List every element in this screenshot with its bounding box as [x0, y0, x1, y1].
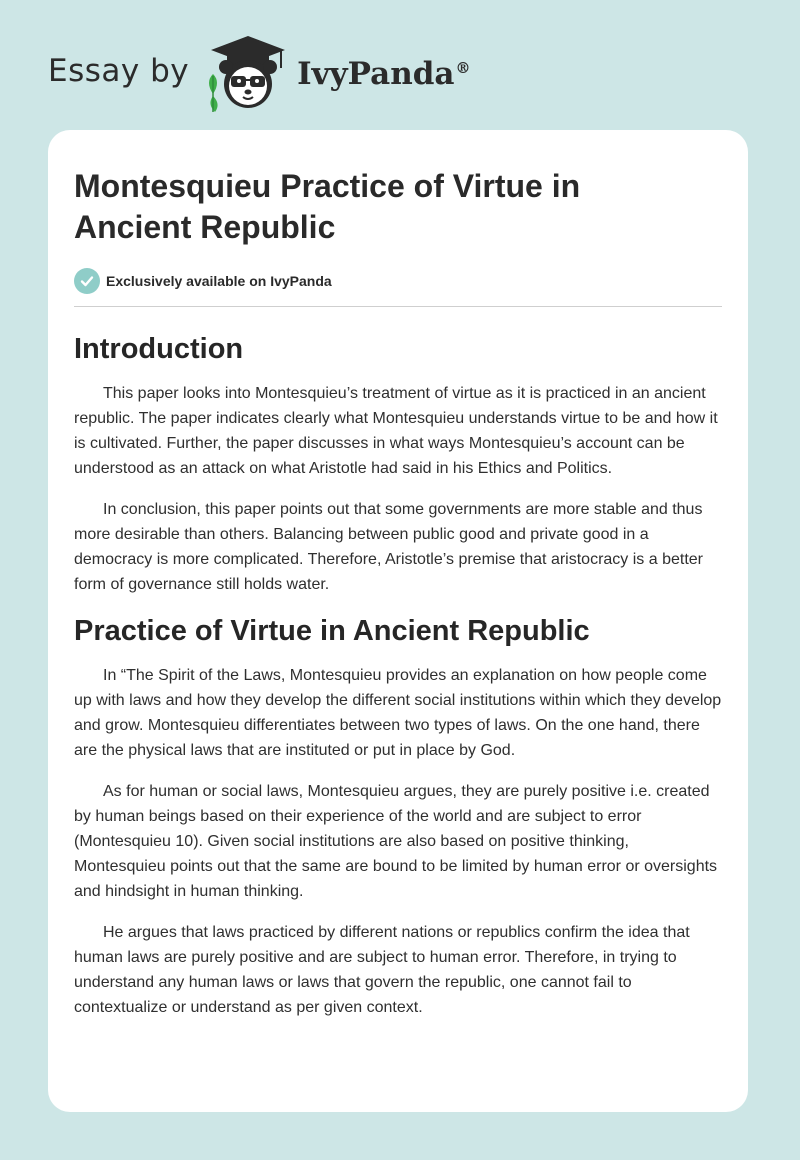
page-title: Montesquieu Practice of Virtue in Ancient Republic: [74, 168, 581, 245]
exclusive-badge: [74, 268, 722, 294]
section-heading: Practice of Virtue in Ancient Republic: [74, 615, 590, 647]
divider: [74, 306, 722, 307]
paragraph: In conclusion, this paper points out that some governments are more stable and thus more desirable than others. Balancing between public good and private good in a democracy is more complicated. Therefore, Aristotle’s premise that aristocracy is a better form of governance still holds water.: [74, 501, 703, 593]
paragraph: He argues that laws practiced by different nations or republics confirm the idea that human laws are purely positive and are subject to human error. Therefore, in trying to understand any human laws or laws that govern the republic, one cannot fail to contextualize or understand as per given context.: [74, 924, 690, 1016]
section-heading: Introduction: [74, 333, 244, 365]
brand-prefix: Essay by: [48, 53, 190, 89]
brand-name: IvyPanda®: [297, 56, 471, 92]
section-introduction: [74, 331, 722, 597]
paragraph: As for human or social laws, Montesquieu argues, they are purely positive i.e. created by human beings based on their experience of the world and are subject to error (Montesquieu 10). Given social institutions are also based on positive thinking, Montesquieu points out that the same are bound to be limited by human error or oversights and hindsight in human thinking.: [74, 783, 718, 900]
essay-card: [48, 130, 748, 1112]
panda-logo-icon: [203, 34, 293, 114]
paragraph: This paper looks into Montesquieu’s treatment of virtue as it is practiced in an ancient republic. The paper indicates clearly what Montesquieu understands virtue to be and how it is cultivated. Further, the paper discusses in what ways Montesquieu’s account can be understood as an attack on what Aristotle had said in his Ethics and Politics.: [74, 385, 718, 477]
brand-header: [48, 34, 471, 114]
checkmark-icon: [74, 268, 100, 294]
section-practice-of-virtue: [74, 613, 722, 1020]
paragraph: In “The Spirit of the Laws, Montesquieu provides an explanation on how people come up with laws and how they develop the different social institutions within which they develop and grow. Montesquieu differentiates between two types of laws. On the one hand, there are the physical laws that are instituted or put in place by God.: [74, 667, 722, 759]
exclusive-label: Exclusively available on IvyPanda: [106, 273, 332, 289]
